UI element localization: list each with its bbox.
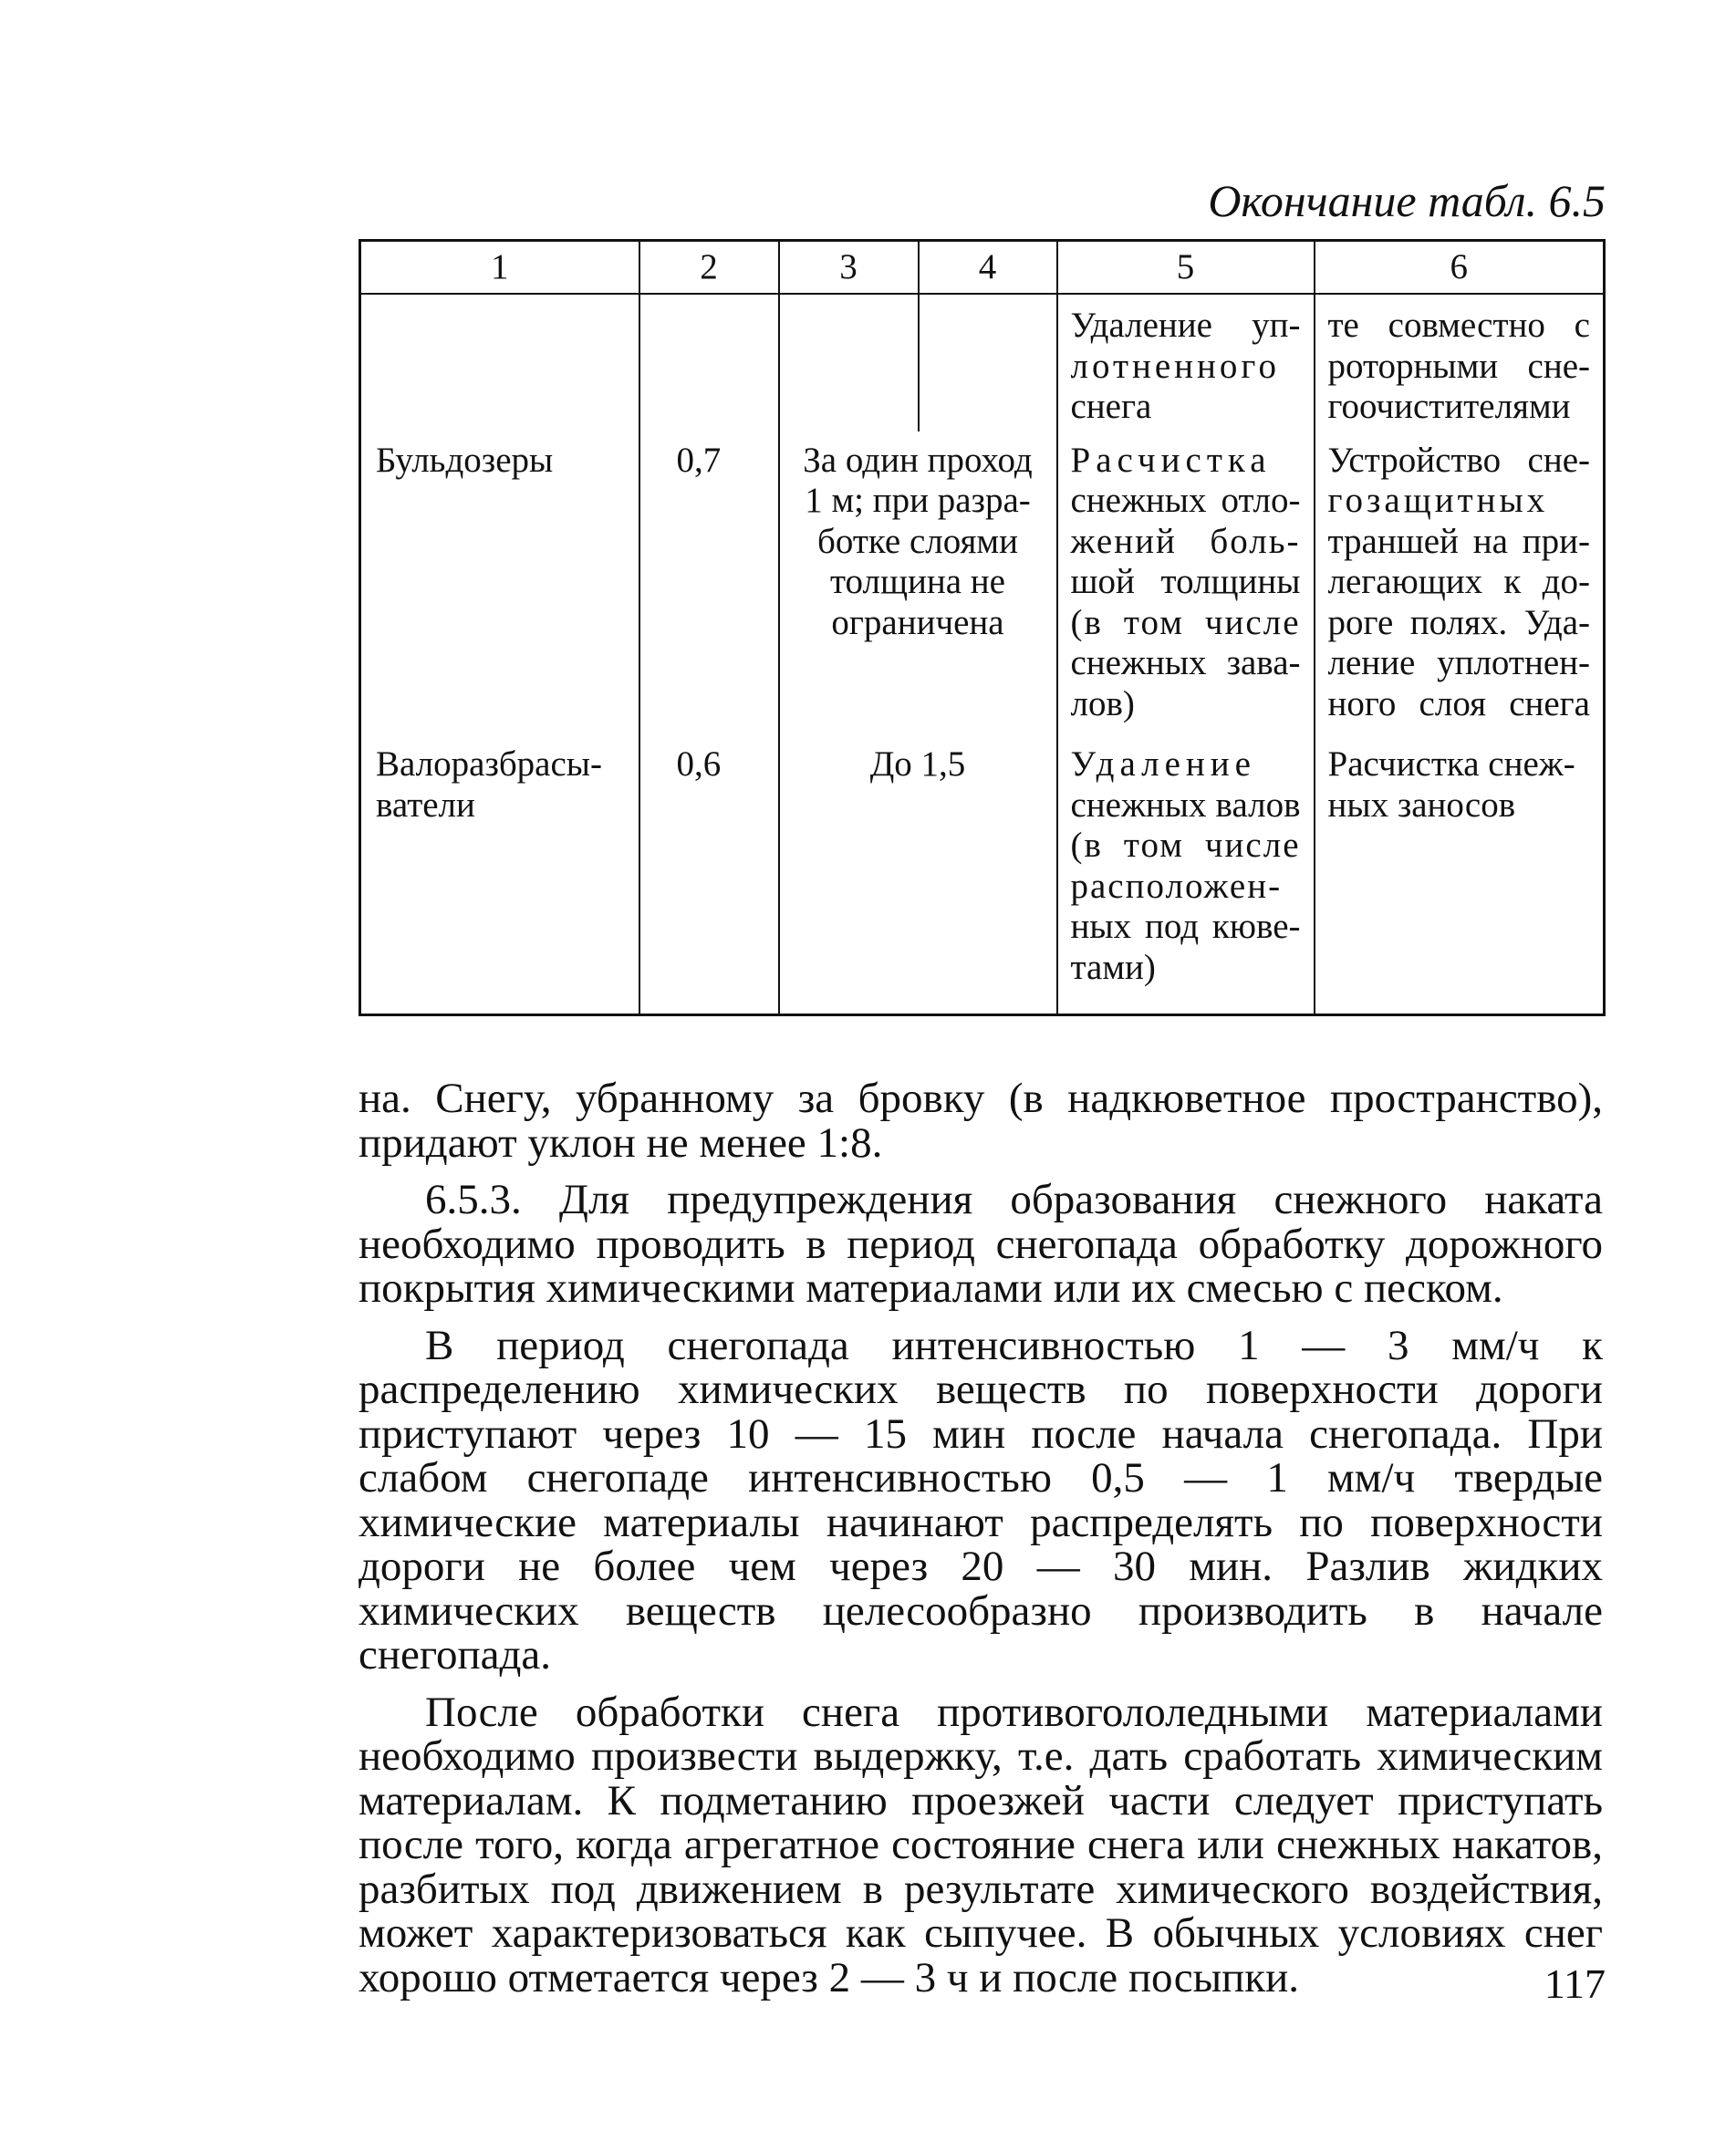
header-col-2: 2 [639,241,779,295]
cell-line: снега [1070,387,1152,426]
page-number: 117 [1544,1960,1606,2007]
header-col-5: 5 [1057,241,1315,295]
cell-depth: До 1,5 [779,733,1057,1015]
cell-line: ление уплотнен- [1327,643,1590,682]
cell-machine: Бульдозеры [360,431,639,734]
cell-col-3 [779,294,919,431]
cell-line: ограничена [831,602,1004,642]
table-row [360,431,1605,734]
cell-line: Удаление уп- [1070,306,1301,345]
body-text [359,1076,1603,2012]
paragraph: на. Снегу, убранному за бровку (в надкюветное пространство), придают уклон не менее 1:8. [359,1075,1603,1167]
cell-line: шой толщины [1070,562,1301,601]
table-row [360,733,1605,1015]
cell-application [1315,431,1605,734]
cell-work-type [1057,294,1315,431]
cell-line: (в том числе [1070,602,1301,642]
cell-line: ных заносов [1327,785,1516,825]
cell-line: тами) [1070,947,1156,987]
cell-line: Валоразбрасы- [376,744,602,784]
data-table [359,239,1606,1016]
cell-line: ных под кюве- [1070,907,1301,946]
cell-line: расположен- [1070,866,1283,906]
cell-line: легающих к до- [1327,562,1590,601]
cell-line: Расчистка [1070,440,1272,480]
cell-line: ватели [376,785,475,825]
cell-line: снежных зава- [1070,643,1301,682]
cell-work-type [1057,733,1315,1015]
cell-machine [360,733,639,1015]
cell-line: лов) [1070,683,1135,723]
cell-line: роге полях. Уда- [1327,602,1590,642]
cell-col-4 [919,294,1057,431]
cell-line: Расчистка снеж- [1327,744,1575,784]
cell-coefficient: 0,6 [639,733,779,1015]
cell-line: гоочистителями [1327,387,1571,426]
cell-line: траншей на при- [1327,521,1590,561]
cell-line: роторными сне- [1327,346,1590,386]
cell-line: снежных валов [1070,785,1301,825]
cell-machine [360,294,639,431]
table-header-row [360,241,1605,295]
paragraph: После обработки снега противогололедными материалами необходимо произвести выдержку, т.е. дать сработать химическим материалам. К подметанию проезжей части следует приступать после того, когда агрегатное состояние снега или снежных накатов, разбитых под движением в результате химического воздействия, может характеризоваться как сыпучее. В обычных условиях снег хорошо отметается через 2 — 3 ч и после посыпки. [359,1688,1603,2001]
cell-line: те совместно с [1327,306,1590,345]
paragraph: В период снегопада интенсивностью 1 — 3 мм/ч к распределению химических веществ по поверхности дороги приступают через 10 — 15 мин после начала снегопада. При слабом снегопаде интенсивностью 0,5 — 1 мм/ч твердые химические материалы начинают распределять по поверхности дороги не более чем через 20 — 30 мин. Разлив жидких химических веществ целесообразно производить в начале снегопада. [359,1321,1603,1679]
paragraph: 6.5.3. Для предупреждения образования снежного наката необходимо проводить в период снегопада обработку дорожного покрытия химическими материалами или их смесью с песком. [359,1176,1603,1312]
table-row [360,294,1605,431]
header-col-4: 4 [919,241,1057,295]
header-col-1: 1 [360,241,639,295]
cell-line: лотненного [1070,346,1280,386]
cell-line: ного слоя снега [1327,683,1590,723]
cell-work-type [1057,431,1315,734]
header-col-3: 3 [779,241,919,295]
cell-line: жений боль- [1070,521,1301,561]
cell-coefficient: 0,7 [639,431,779,734]
cell-line: Устройство сне- [1327,440,1590,480]
table-caption: Окончание табл. 6.5 [1208,175,1606,226]
cell-line: толщина не [830,562,1005,601]
cell-line: За один проход [803,440,1033,480]
cell-line: снежных отло- [1070,481,1301,520]
cell-coefficient [639,294,779,431]
header-col-6: 6 [1315,241,1605,295]
cell-line: 1 м; при разра- [805,481,1031,520]
cell-line: гозащитных [1327,481,1549,520]
cell-line: (в том числе [1070,826,1301,865]
cell-line: Удаление [1070,744,1256,784]
cell-application [1315,294,1605,431]
cell-depth [779,431,1057,734]
cell-line: ботке слоями [817,521,1018,561]
cell-application [1315,733,1605,1015]
